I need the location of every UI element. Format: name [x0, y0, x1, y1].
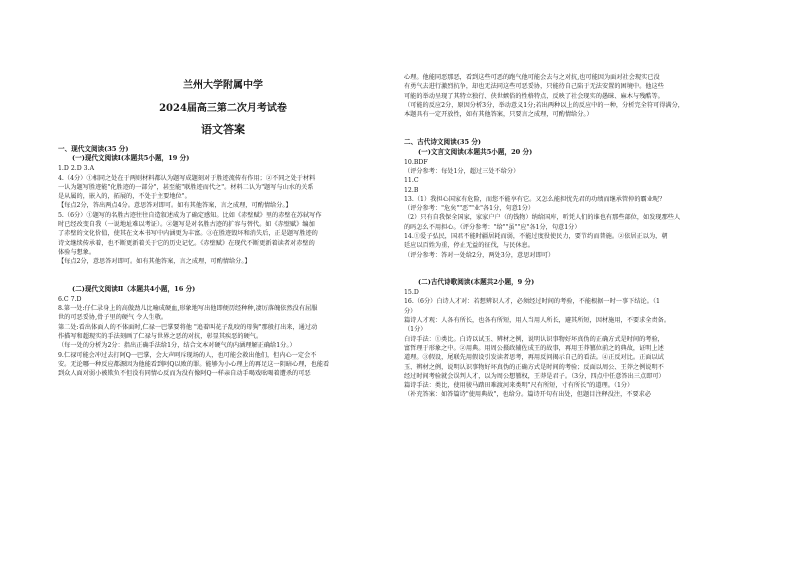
spacer — [404, 126, 734, 132]
text-line: （可能的反应2分，原因分析3分，举动意义1分;若出两种以上的反应中的一种，分析完全符可得满分， — [404, 101, 684, 109]
text-line: 13.（1）我担心国家有危险，而您不能享有它。又怎么能担忧先君的功绩而继承管仲的霸业呢？ — [404, 195, 666, 203]
text-line: 作描写和超现实的手法刻画了仁禄与世界之恶的对抗，彰显其疾恶的硬气。 — [58, 333, 263, 340]
text-line: 是从属的，嵌入的，拓展的，不处于主要地位"。 — [58, 193, 191, 201]
text-line: 到众人面对弱小被欺负不但没有同情心反而为没有像阿Q一样亲自动手喝戏吆喝着遭杀的可恶 — [58, 370, 311, 378]
text-line: 安。无论哪一种反应都源因为他能看到阿Q以败的罪。能够为小心理上的再足这一阴暗心理，也能看 — [58, 360, 330, 368]
section-heading: 一、现代文阅读(35 分) — [58, 144, 129, 153]
text-line: 10.BDF — [404, 158, 428, 166]
text-line: 第二处:看出体面人的不体面时,仁禄一巴掌要将他 "追着叫花子乱咬的母狗"那般打出来，通过动 — [58, 323, 318, 331]
text-line: （评分参考：答对一处给2分，两处3分，意思对即可） — [404, 251, 555, 259]
text-line: 1.D 2.D 3.A — [58, 165, 95, 173]
section-heading: (一)现代文阅读Ⅰ(本题共5小题，19 分) — [72, 154, 190, 163]
text-line: 16.（6分）白诗人才对：若想辨识人才，必须经过时间的考验，不能根据一时一事下结论。（1 — [404, 298, 660, 306]
text-line: 可能的举动呈现了其特立独行、侠世嫉俗的性格特点，反映了社会现实的愚昧、麻木与残酷等。 — [404, 92, 664, 100]
text-line: 经过时间考验就会误判人才，以为周公想篡权，王莽是君子。（3分，四点中任意答出三点即可） — [404, 372, 665, 380]
school-name: 兰州大学附属中学 — [183, 80, 263, 91]
text-line: 【每点2分，意思答对即可。如有其他答案，言之成理，可酌情给分。】 — [58, 258, 251, 266]
text-line: 篇诗手法：类比，使用骏马踏田难渡河来类明"尺有所短，寸有所长"的道理。（1分） — [404, 382, 634, 390]
text-line: （评分参考：每处1分，超过三处不给分） — [404, 167, 520, 175]
text-line: （补充答案：如答篇诗"使用典故"，也给分。篇诗开句有出处，但题目注释没注，不要求必 — [404, 391, 652, 399]
text-line: （评分参考："危矣""恶""业"各1分，句意1分） — [404, 205, 535, 213]
text-line: 体验与想象。 — [58, 248, 96, 256]
section-heading: (一)文言文阅读(本题共5小题，20 分) — [418, 147, 533, 156]
text-line: 篇诗人才观：人各有所长，也各有所短，用人当用人所长，避其所短，因材施用，不要求全责备。 — [404, 317, 671, 325]
text-line: 有勇气去进行激烈抗争，却也无法同这些可恶妥协，只能待自己陷于无法安置的困境中。他这些 — [404, 83, 664, 91]
text-line: 玉、辨材之例，说明认识事物好坏真伪的正确方式是时间的考验；反面以周公、王莽之例说明不 — [404, 363, 664, 371]
text-line: 【每点2分，答出两点4分。意思答对即可。如有其他答案，言之成理，可酌情给分。】 — [58, 202, 292, 210]
text-line: 富哲理于形象之中。②用典。用周公摄政辅佐成王的故事，再用王莽篡位前之的典故，证明上述 — [404, 344, 664, 352]
spacer — [404, 266, 734, 272]
text-line: 分） — [404, 307, 417, 315]
text-line: 12.B — [404, 186, 419, 194]
text-line: 8.第一处:仔仁录身上的高傲劲儿比喻成硬血,形象地写出他即便历经种种,凄厉落魄依然没有屈服 — [58, 305, 318, 313]
section-heading: (二)古代诗歌阅读(本题共2小题，9 分) — [418, 278, 535, 287]
text-line: 的吗怎么不用担心。（评分参考："给""虽""应"各1分，句意1分） — [404, 223, 581, 231]
exam-title: 2024届高三第二次月考试卷 — [159, 103, 287, 114]
text-line: 时已经改变自我（一说地址难以考证）。②题写是对名胜古迹的扩容与替代。如《赤壁赋》编加 — [58, 221, 315, 229]
text-line: 9.仁禄可能会冲过去打阿Q一巴掌，会大声呵斥现场的人，也可能会救出他们，但内心一定会不 — [58, 351, 317, 359]
answer-title: 语文答案 — [201, 123, 245, 136]
right-column — [404, 0, 734, 400]
text-line: 14.①爱子弘民，国君不能时疆居耗而弱，不能过度役使民力，要节约而普施。②依居正以为，朝 — [404, 233, 668, 241]
text-line: 6.C 7.D — [58, 295, 82, 303]
text-line: 5.（6分）①题写的名胜古迹往往自造叙述成为了确定感知。比如《赤壁赋》里的赤壁在苏轼写作 — [58, 211, 322, 219]
text-line: 诗文继续传承着，也不断更新着关于它的历史记忆。《赤壁赋》在现代不断更新着读者对赤壁的 — [58, 239, 315, 247]
text-line: 廷应以百姓为重，停止无益的征伐，与民休息。 — [404, 242, 534, 250]
text-line: （2）只有自我保全国家，家家户户（的钱物）纳给国库，听凭人们的谁也有那些部位，如发现那些人 — [404, 214, 681, 222]
text-line: 道理。③假设，尾联先用假设引发读者思考，再用反问揭示自己的看法。④正反对比。正面以试 — [404, 354, 664, 362]
text-line: 15.D — [404, 289, 419, 297]
left-column-body — [58, 145, 388, 379]
text-line: 了赤壁的文化价值，使其在文本书写中内涵更为丰富。③在胜迹毁坏和消失后，正是题写胜迹的 — [58, 230, 318, 238]
spacer — [58, 273, 388, 279]
text-line: （1分） — [404, 326, 427, 334]
text-line: 一认为题写胜迹能"化胜迹的一部分"，甚至能"联胜迹而代之"。材料二认为"题写与山水的关系 — [58, 183, 314, 191]
section-heading: (二)现代文阅读Ⅱ（本题共4小题，16 分) — [72, 284, 196, 293]
text-line: 11.C — [404, 177, 419, 185]
text-line: 心理。他能同恶那恶，看到这些可恶的跑气他可能会去与之对抗,也可能因为面对社会现实已没 — [404, 74, 660, 81]
text-line: 本题具有一定开放性，如有其他答案，只要言之成理，可酌情给分。） — [404, 111, 593, 119]
text-line: 世的可恶妥协,骨子里的硬气 令人生敬。 — [58, 314, 168, 322]
left-column — [58, 0, 388, 378]
section-heading: 二、古代诗文阅读(35 分) — [404, 137, 482, 146]
right-column-body — [404, 73, 734, 400]
text-line: 4.（4分）①相同之处在于两则材料都认为题写成题刻对于胜迹流传有作用；②不同之处于材料 — [58, 174, 316, 182]
text-line: （每一处的分析为2分：指出正确手法给1分，结合文本对硬气的内涵理解正确给1分。） — [58, 342, 296, 350]
text-line: 白诗手法：①类比。白诗以试玉、辨材之例，说明认识事物好坏真伪的正确方式是时间的考验， — [404, 335, 664, 343]
